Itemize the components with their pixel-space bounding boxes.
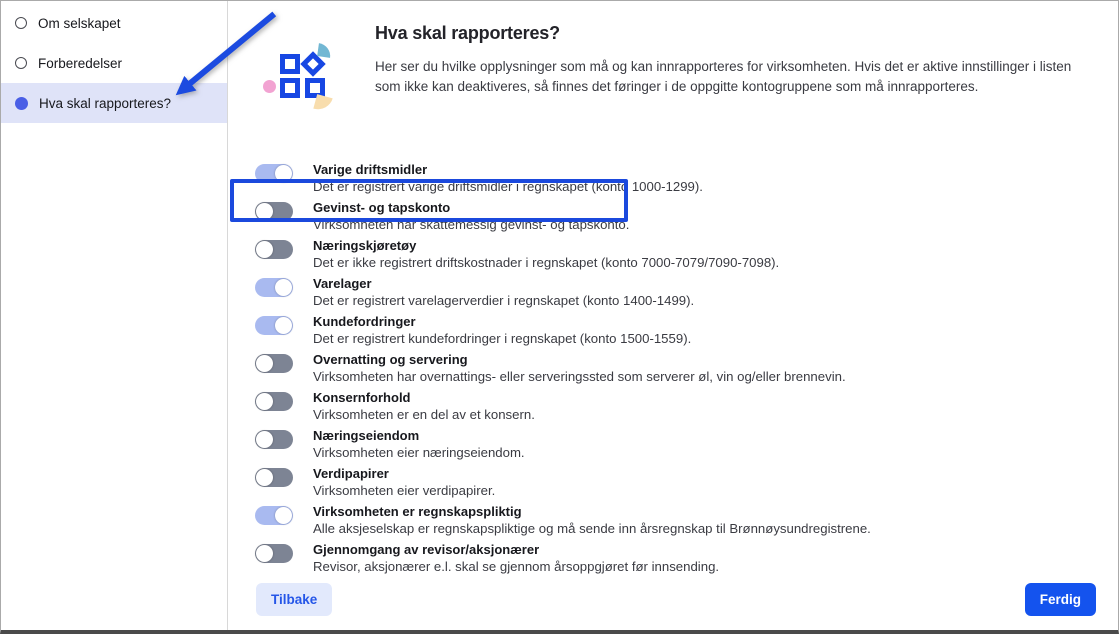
radio-icon <box>15 57 27 69</box>
page-description: Her ser du hvilke opplysninger som må og kan innrapporteres for virksomheten. Hvis det er aktive innstillinger i listen som ikke kan deaktiveres, så finnes det føringer i de oppgitte kontogruppene som må innrapporteres. <box>375 59 1072 94</box>
toggle-switch[interactable] <box>255 240 293 259</box>
radio-selected-icon <box>15 97 28 110</box>
illustration-teal-quarter-icon <box>317 43 332 58</box>
toggle-row-kundefordringer <box>255 314 1096 347</box>
back-button[interactable]: Tilbake <box>256 583 332 616</box>
toggle-description: Det er ikke registrert driftskostnader i regnskapet (konto 7000-7079/7090-7098). <box>313 255 780 270</box>
sidebar-item-forberedelser[interactable] <box>1 43 227 83</box>
toggle-row-virksomheten-er-regnskapspliktig <box>255 504 1096 537</box>
toggle-knob <box>256 241 273 258</box>
toggle-description: Virksomheten eier verdipapirer. <box>313 483 496 498</box>
toggle-label: Konsernforhold <box>313 390 411 405</box>
toggle-text <box>313 542 719 575</box>
toggle-knob <box>256 545 273 562</box>
sidebar-item-label: Hva skal rapporteres? <box>39 95 172 111</box>
toggle-knob <box>275 317 292 334</box>
header-text <box>375 21 1080 113</box>
toggle-switch[interactable] <box>255 392 293 411</box>
toggle-text <box>313 504 871 537</box>
sidebar-item-label: Forberedelser <box>38 55 123 71</box>
toggle-switch[interactable] <box>255 278 293 297</box>
toggle-row-varelager <box>255 276 1096 309</box>
toggle-label: Verdipapirer <box>313 466 389 481</box>
toggle-row-gevinst-og-tapskonto <box>255 200 1096 233</box>
page-header <box>253 21 1096 113</box>
toggle-list <box>255 162 1096 580</box>
toggle-switch[interactable] <box>255 354 293 373</box>
toggle-text <box>313 162 703 195</box>
toggle-label: Næringseiendom <box>313 428 420 443</box>
toggle-knob <box>256 355 273 372</box>
illustration-pink-dot-icon <box>263 80 276 93</box>
toggle-switch[interactable] <box>255 506 293 525</box>
toggle-row-gjennomgang-av-revisor-aksjonaerer <box>255 542 1096 575</box>
toggle-knob <box>275 165 292 182</box>
toggle-description: Det er registrert varelagerverdier i regnskapet (konto 1400-1499). <box>313 293 695 308</box>
toggle-switch[interactable] <box>255 164 293 183</box>
toggle-row-varige-driftsmidler <box>255 162 1096 195</box>
toggle-knob <box>275 507 292 524</box>
toggle-text <box>313 466 495 499</box>
toggle-text <box>313 390 535 423</box>
toggle-text <box>313 200 629 233</box>
toggle-label: Varelager <box>313 276 372 291</box>
toggle-description: Det er registrert varige driftsmidler i regnskapet (konto 1000-1299). <box>313 179 703 194</box>
sidebar-item-hva-skal-rapporteres[interactable] <box>1 83 227 123</box>
toggle-label: Gjennomgang av revisor/aksjonærer <box>313 542 540 557</box>
toggle-text <box>313 314 691 347</box>
sidebar-item-om-selskapet[interactable] <box>1 3 227 43</box>
toggle-knob <box>256 203 273 220</box>
main-content <box>228 1 1118 630</box>
toggle-switch[interactable] <box>255 430 293 449</box>
toggle-description: Revisor, aksjonærer e.l. skal se gjennom årsoppgjøret før innsending. <box>313 559 720 574</box>
footer-actions <box>253 583 1096 616</box>
toggle-switch[interactable] <box>255 202 293 221</box>
wizard-sidebar <box>1 1 228 630</box>
illustration-square-icon <box>280 78 300 98</box>
illustration-square-icon <box>280 54 300 74</box>
sidebar-item-label: Om selskapet <box>38 15 121 31</box>
toggle-knob <box>256 431 273 448</box>
toggle-description: Virksomheten har overnattings- eller serveringssted som serverer øl, vin og/eller brennevin. <box>313 369 846 384</box>
toggle-label: Virksomheten er regnskapspliktig <box>313 504 522 519</box>
toggle-label: Kundefordringer <box>313 314 416 329</box>
toggle-description: Det er registrert kundefordringer i regnskapet (konto 1500-1559). <box>313 331 692 346</box>
toggle-knob <box>275 279 292 296</box>
toggle-text <box>313 238 779 271</box>
toggle-description: Virksomheten er en del av et konsern. <box>313 407 535 422</box>
toggle-description: Virksomheten eier næringseiendom. <box>313 445 525 460</box>
toggle-row-konsernforhold <box>255 390 1096 423</box>
toggle-row-naeringseiendom <box>255 428 1096 461</box>
toggle-knob <box>256 393 273 410</box>
toggle-switch[interactable] <box>255 468 293 487</box>
toggle-label: Næringskjøretøy <box>313 238 417 253</box>
toggle-switch[interactable] <box>255 316 293 335</box>
toggle-text <box>313 352 846 385</box>
page-title: Hva skal rapporteres? <box>375 23 560 43</box>
toggle-text <box>313 428 525 461</box>
illustration-cream-quarter-icon <box>313 94 332 113</box>
toggle-description: Alle aksjeselskap er regnskapspliktige og må sende inn årsregnskap til Brønnøysundregistrene. <box>313 521 871 536</box>
toggle-label: Overnatting og servering <box>313 352 468 367</box>
radio-icon <box>15 17 27 29</box>
report-illustration-icon <box>256 29 336 113</box>
toggle-text <box>313 276 694 309</box>
toggle-label: Varige driftsmidler <box>313 162 428 177</box>
toggle-description: Virksomheten har skattemessig gevinst- og tapskonto. <box>313 217 630 232</box>
toggle-row-naeringskjoretoy <box>255 238 1096 271</box>
toggle-knob <box>256 469 273 486</box>
toggle-row-overnatting-og-servering <box>255 352 1096 385</box>
done-button[interactable]: Ferdig <box>1025 583 1096 616</box>
toggle-switch[interactable] <box>255 544 293 563</box>
toggle-row-verdipapirer <box>255 466 1096 499</box>
toggle-label: Gevinst- og tapskonto <box>313 200 451 215</box>
